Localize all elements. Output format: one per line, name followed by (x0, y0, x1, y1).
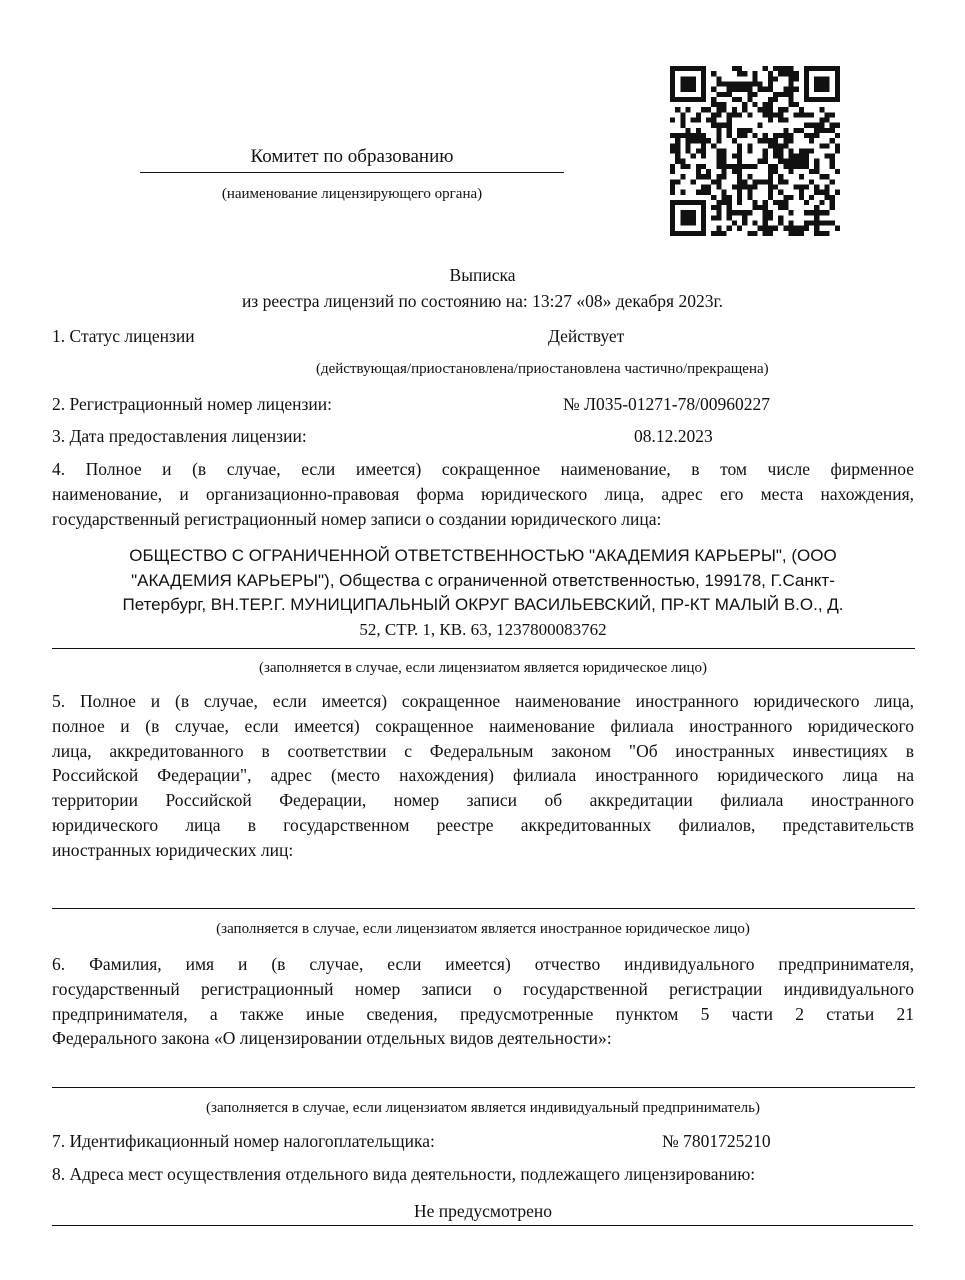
legal-entity-line: 52, СТР. 1, КВ. 63, 1237800083762 (359, 619, 607, 639)
organ-underline (140, 172, 564, 173)
inn-value: № 7801725210 (662, 1131, 771, 1151)
legal-entity-line: Петербург, ВН.ТЕР.Г. МУНИЦИПАЛЬНЫЙ ОКРУГ ВАСИЛЬЕВСКИЙ, ПР-КТ МАЛЫЙ В.О., Д. (122, 595, 844, 614)
item8-label: 8. Адреса мест осуществления отдельного вида деятельности, подлежащего лицензированию: (52, 1164, 756, 1184)
item5-line: юридического лица в государственном реестре аккредитованных филиалов, представительств (52, 814, 914, 835)
license-date-value: 08.12.2023 (634, 426, 713, 446)
legal-entity-value (52, 544, 914, 642)
item4-line: государственный регистрационный номер записи о создании юридического лица: (52, 508, 662, 529)
item5-line: территории Российской Федерации, номер записи об аккредитации филиала иностранного (52, 790, 914, 811)
license-status-caption: (действующая/приостановлена/приостановлена частично/прекращена) (316, 361, 769, 377)
item3-label: 3. Дата предоставления лицензии: (52, 426, 307, 446)
legal-entity-line: "АКАДЕМИЯ КАРЬЕРЫ"), Общества с ограниченной ответственностью, 199178, Г.Санкт- (131, 570, 835, 590)
item6-line: Федерального закона «О лицензировании отдельных видов деятельности»: (52, 1028, 612, 1049)
item6-line: 6. Фамилия, имя и (в случае, если имеется) отчество индивидуального предпринимателя, (52, 954, 914, 974)
item6-caption: (заполняется в случае, если лицензиатом является индивидуальный предприниматель) (206, 1100, 760, 1116)
item6-line: предпринимателя, а также иные сведения, предусмотренные пунктом 5 части 2 статьи 21 (52, 1003, 914, 1024)
item5-line: Российской Федерации", адрес (место нахождения) филиала иностранного юридического лица на (52, 765, 914, 786)
item2-label: 2. Регистрационный номер лицензии: (52, 394, 333, 414)
item4-line: наименование, и организационно-правовая форма юридического лица, адрес его места нахождения, (52, 483, 914, 504)
item5-line: иностранных юридических лиц: (52, 839, 294, 860)
license-status-value: Действует (548, 326, 625, 346)
item4-caption: (заполняется в случае, если лицензиатом является юридическое лицо) (258, 660, 708, 676)
item6-underline (52, 1087, 915, 1088)
item5-line: лица, аккредитованного в соответствии с Федеральным законом "Об иностранных инвестициях в (52, 740, 914, 761)
qr-code-icon (670, 66, 840, 236)
item5-line: полное и (в случае, если имеется) сокращенное наименование филиала иностранного юридического (52, 715, 914, 736)
activity-addresses-value: Не предусмотрено (414, 1201, 552, 1221)
item4-text (52, 457, 914, 531)
licensing-organ-name: Комитет по образованию (250, 146, 454, 167)
registration-number-value: № Л035-01271-78/00960227 (563, 394, 770, 414)
item6-text (52, 952, 914, 1051)
document-title: Выписка (449, 265, 516, 285)
item5-underline (52, 908, 915, 909)
item6-line: государственный регистрационный номер записи о государственной регистрации индивидуального (52, 978, 914, 999)
document-subtitle: из реестра лицензий по состоянию на: 13:27 «08» декабря 2023г. (241, 291, 724, 311)
item5-text (52, 689, 914, 863)
item1-label: 1. Статус лицензии (52, 326, 195, 346)
item8-underline (52, 1225, 913, 1226)
item4-line: 4. Полное и (в случае, если имеется) сокращенное наименование, в том числе фирменное (52, 459, 914, 479)
item4-underline (52, 648, 915, 649)
legal-entity-line: ОБЩЕСТВО С ОГРАНИЧЕННОЙ ОТВЕТСТВЕННОСТЬЮ "АКАДЕМИЯ КАРЬЕРЫ", (ООО (129, 546, 837, 565)
licensing-organ-caption: (наименование лицензирующего органа) (221, 186, 483, 202)
item7-label: 7. Идентификационный номер налогоплательщика: (52, 1131, 435, 1151)
item5-line: 5. Полное и (в случае, если имеется) сокращенное наименование иностранного юридического лица, (52, 691, 914, 711)
item5-caption: (заполняется в случае, если лицензиатом является иностранное юридическое лицо) (216, 921, 750, 937)
